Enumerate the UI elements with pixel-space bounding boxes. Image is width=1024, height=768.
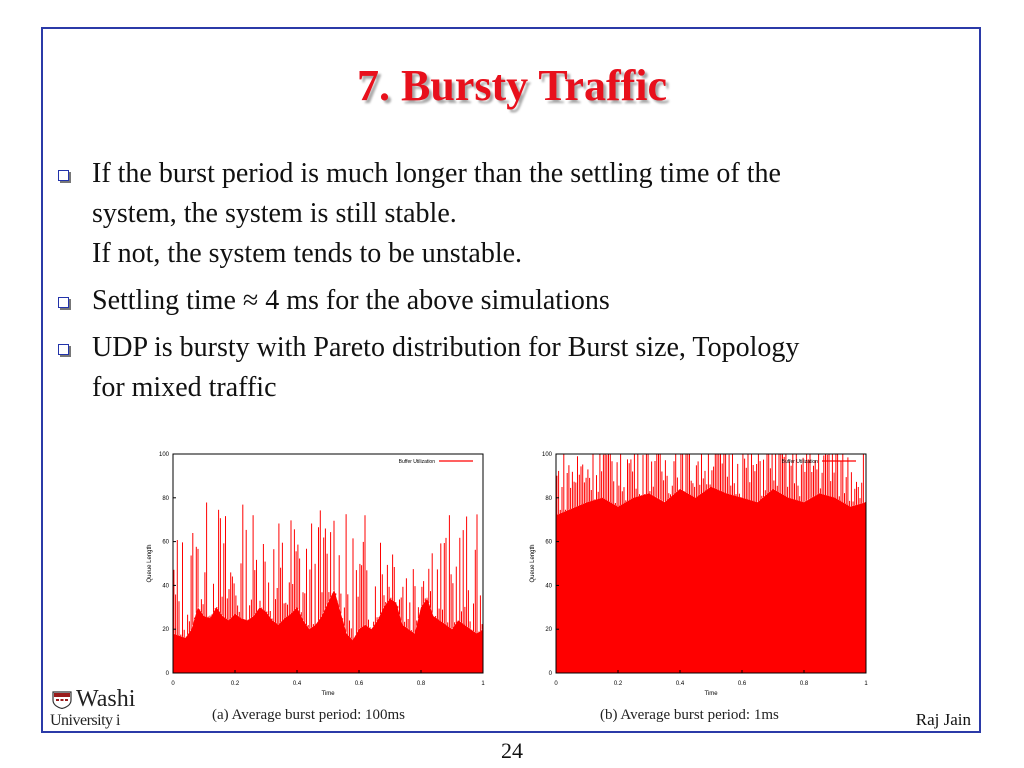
logo-name-text: Washi (76, 688, 136, 712)
chart-a (136, 447, 491, 702)
y-tick-label: 20 (162, 627, 169, 634)
series-area (556, 487, 866, 673)
x-tick-label: 0 (554, 681, 558, 687)
logo-university-text: University i (50, 712, 120, 729)
bullet-item (52, 281, 962, 321)
x-tick-label: 0.2 (613, 681, 623, 687)
chart-a-caption: (a) Average burst period: 100ms (212, 707, 406, 723)
x-axis-label: Time (704, 691, 718, 697)
shield-icon (52, 691, 72, 709)
chart-b (519, 447, 874, 702)
y-tick-label: 80 (545, 495, 552, 502)
y-tick-label: 0 (165, 671, 169, 677)
x-tick-label: 1 (864, 681, 868, 687)
y-tick-label: 100 (541, 452, 552, 458)
bullet-line: If not, the system tends to be unstable. (92, 238, 523, 269)
bullet-line: UDP is bursty with Pareto distribution for Burst size, Topology (92, 332, 800, 363)
series-area (173, 590, 483, 673)
bullet-line: If the burst period is much longer than the settling time of the (92, 158, 781, 189)
y-tick-label: 60 (545, 539, 552, 546)
bullet-marker-icon (58, 170, 69, 181)
slide-title: 7. Bursty Traffic (357, 61, 667, 110)
author-name: Raj Jain (915, 710, 971, 729)
x-tick-label: 0.4 (292, 681, 302, 687)
x-axis-label: Time (321, 691, 335, 697)
y-tick-label: 100 (158, 452, 169, 458)
y-axis-label: Queue Length (530, 544, 536, 583)
y-tick-label: 80 (162, 495, 169, 502)
y-tick-label: 0 (548, 671, 552, 677)
y-tick-label: 20 (545, 627, 552, 634)
y-tick-label: 40 (545, 583, 552, 590)
legend-label: Buffer Utilization (398, 459, 435, 465)
y-tick-label: 60 (162, 539, 169, 546)
bullet-list (52, 154, 962, 415)
x-tick-label: 0.8 (799, 681, 809, 687)
chart-b-caption: (b) Average burst period: 1ms (600, 707, 779, 723)
legend-label: Buffer Utilization (781, 459, 818, 465)
x-tick-label: 1 (481, 681, 485, 687)
bullet-line: system, the system is still stable. (92, 198, 457, 229)
bullet-line: for mixed traffic (92, 372, 277, 403)
x-tick-label: 0.6 (354, 681, 364, 687)
bullet-marker-icon (58, 297, 69, 308)
y-tick-label: 40 (162, 583, 169, 590)
bullet-item (52, 154, 962, 274)
page-number: 24 (501, 738, 523, 763)
x-tick-label: 0.6 (737, 681, 747, 687)
x-tick-label: 0.2 (230, 681, 240, 687)
bullet-item (52, 328, 962, 408)
university-logo (50, 688, 136, 732)
bullet-line: Settling time ≈ 4 ms for the above simulations (92, 285, 610, 316)
x-tick-label: 0.8 (416, 681, 426, 687)
bullet-marker-icon (58, 344, 69, 355)
x-tick-label: 0.4 (675, 681, 685, 687)
x-tick-label: 0 (171, 681, 175, 687)
y-axis-label: Queue Length (147, 544, 153, 583)
